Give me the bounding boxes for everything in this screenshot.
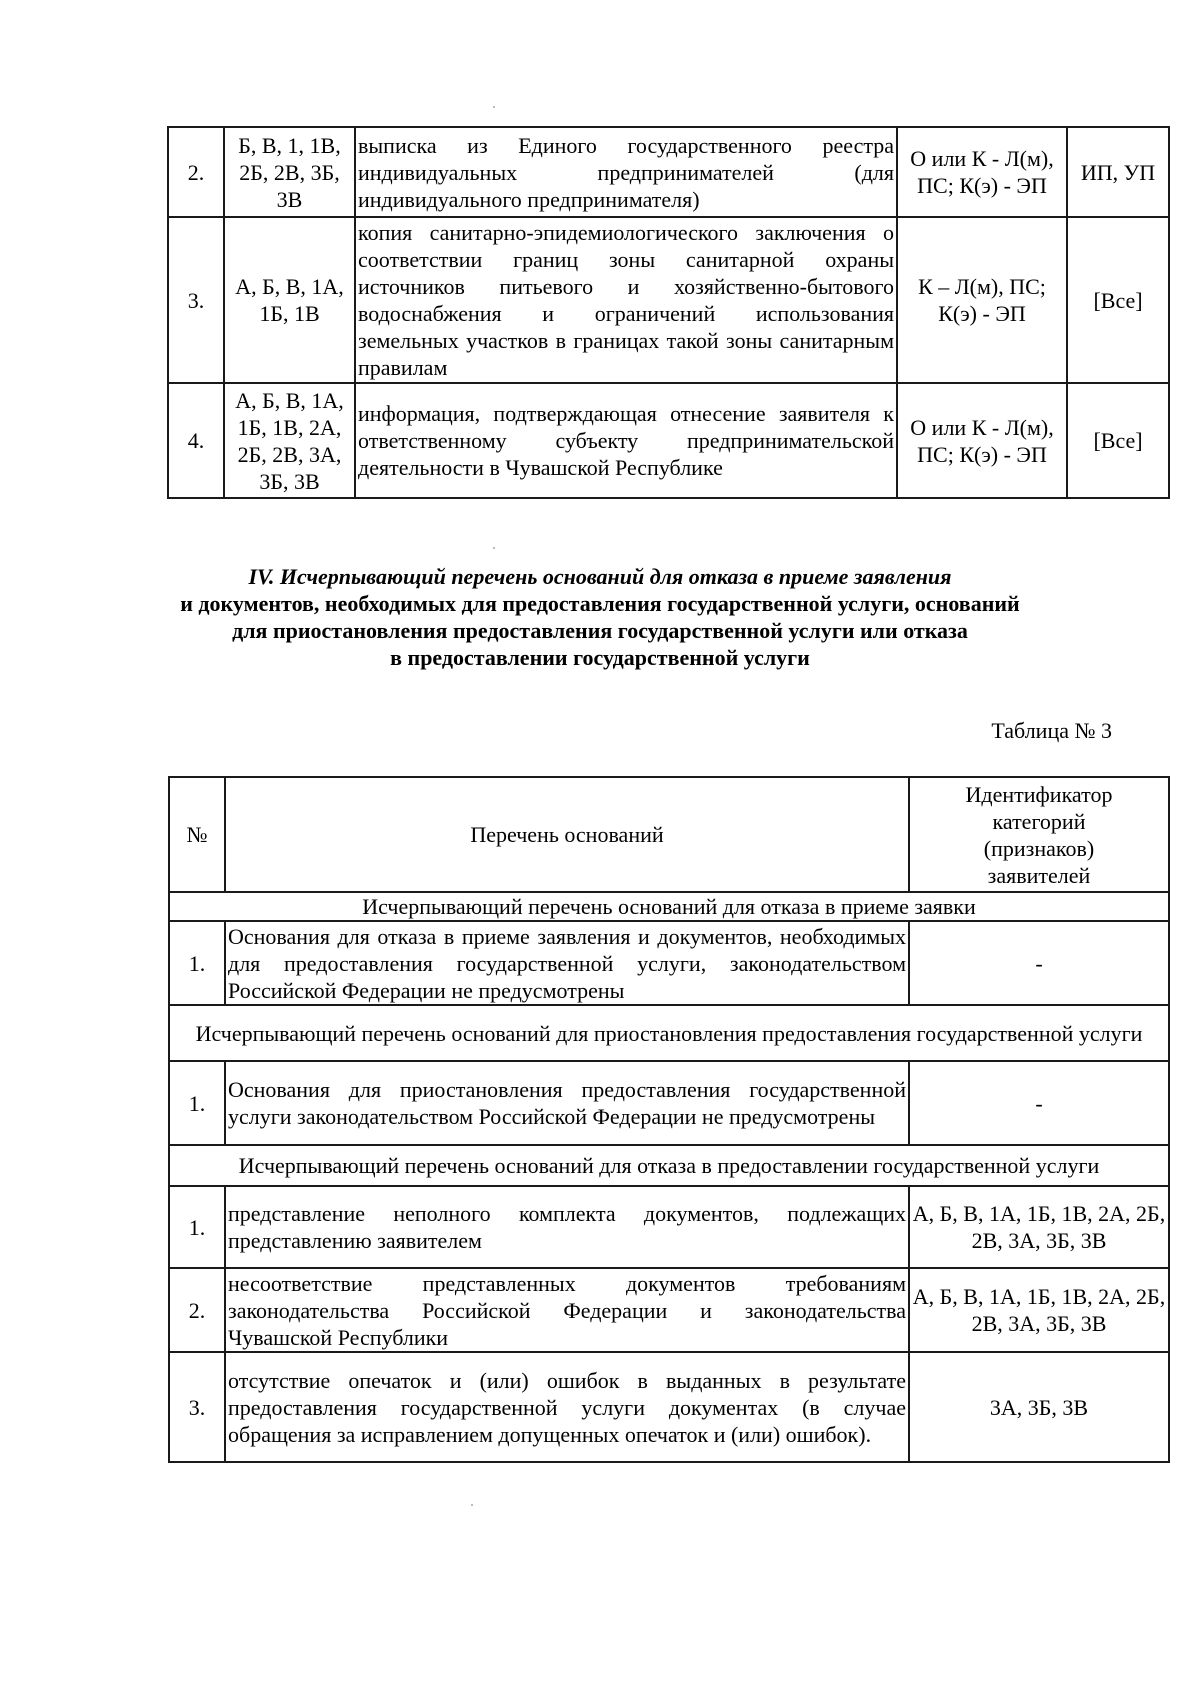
table-row (169, 921, 1169, 1005)
table-header-row (169, 777, 1169, 892)
section-heading-line: и документов, необходимых для предоставления государственной услуги, оснований (180, 591, 1020, 616)
table-caption: Таблица № 3 (991, 718, 1112, 743)
group-title-row (169, 892, 1169, 921)
applicants-cell: [Все] (1067, 217, 1169, 383)
categories-cell: А, Б, В, 1А, 1Б, 1В, 2А, 2Б, 2В, 3А, 3Б, 3В (224, 383, 355, 498)
header-number: № (169, 777, 225, 892)
categories-cell: А, Б, В, 1А, 1Б, 1В (224, 217, 355, 383)
section-heading (100, 563, 1100, 671)
scan-speck (471, 1504, 473, 1506)
grounds-cell: Основания для приостановления предоставления государственной услуги законодательством Российской Федерации не предусмотрены (225, 1061, 909, 1145)
row-number: 1. (169, 1186, 225, 1268)
applicants-cell: [Все] (1067, 383, 1169, 498)
row-number: 4. (168, 383, 224, 498)
identifier-cell: А, Б, В, 1А, 1Б, 1В, 2А, 2Б, 2В, 3А, 3Б, 3В (909, 1186, 1169, 1268)
row-number: 1. (169, 1061, 225, 1145)
document-cell: копия санитарно-эпидемиологического заключения о соответствии границ зоны санитарной охраны источников питьевого и хозяйственно-бытового водоснабжения и ограничений использования земельных участков в границах такой зоны санитарным правилам (355, 217, 897, 383)
section-heading-line: для приостановления предоставления государственной услуги или отказа (232, 618, 968, 643)
row-number: 2. (169, 1268, 225, 1352)
table-row (169, 1061, 1169, 1145)
identifier-cell: 3А, 3Б, 3В (909, 1352, 1169, 1462)
document-cell: информация, подтверждающая отнесение заявителя к ответственному субъекту предпринимательской деятельности в Чувашской Республике (355, 383, 897, 498)
scan-speck (493, 106, 495, 108)
document-cell: выписка из Единого государственного реестра индивидуальных предпринимателей (для индивидуального предпринимателя) (355, 127, 897, 217)
form-cell: О или К - Л(м), ПС; К(э) - ЭП (897, 127, 1067, 217)
row-number: 3. (169, 1352, 225, 1462)
table-row (169, 1352, 1169, 1462)
table-row (169, 1186, 1169, 1268)
categories-cell: Б, В, 1, 1В, 2Б, 2В, 3Б, 3В (224, 127, 355, 217)
group-title: Исчерпывающий перечень оснований для отказа в предоставлении государственной услуги (169, 1145, 1169, 1186)
header-identifier: Идентификатор категорий (признаков) заявителей (909, 777, 1169, 892)
grounds-cell: Основания для отказа в приеме заявления и документов, необходимых для предоставления государственной услуги, законодательством Российской Федерации не предусмотрены (225, 921, 909, 1005)
grounds-table (168, 776, 1170, 1463)
table-row (169, 1268, 1169, 1352)
group-title-row (169, 1145, 1169, 1186)
documents-table (167, 126, 1170, 499)
table-row (168, 217, 1169, 383)
group-title: Исчерпывающий перечень оснований для приостановления предоставления государственной услуги (169, 1005, 1169, 1061)
identifier-cell: А, Б, В, 1А, 1Б, 1В, 2А, 2Б, 2В, 3А, 3Б, 3В (909, 1268, 1169, 1352)
section-heading-line: в предоставлении государственной услуги (390, 645, 810, 670)
header-grounds: Перечень оснований (225, 777, 909, 892)
grounds-cell: представление неполного комплекта документов, подлежащих представлению заявителем (225, 1186, 909, 1268)
identifier-cell: - (909, 921, 1169, 1005)
table-row (168, 127, 1169, 217)
table-row (168, 383, 1169, 498)
scan-speck (493, 547, 495, 549)
row-number: 2. (168, 127, 224, 217)
applicants-cell: ИП, УП (1067, 127, 1169, 217)
row-number: 1. (169, 921, 225, 1005)
form-cell: К – Л(м), ПС; К(э) - ЭП (897, 217, 1067, 383)
grounds-cell: несоответствие представленных документов требованиям законодательства Российской Федерации и законодательства Чувашской Республики (225, 1268, 909, 1352)
section-heading-line: IV. Исчерпывающий перечень оснований для отказа в приеме заявления (248, 564, 952, 589)
group-title: Исчерпывающий перечень оснований для отказа в приеме заявки (169, 892, 1169, 921)
group-title-row (169, 1005, 1169, 1061)
form-cell: О или К - Л(м), ПС; К(э) - ЭП (897, 383, 1067, 498)
grounds-cell: отсутствие опечаток и (или) ошибок в выданных в результате предоставления государственной услуги документах (в случае обращения за исправлением допущенных опечаток и (или) ошибок). (225, 1352, 909, 1462)
identifier-cell: - (909, 1061, 1169, 1145)
row-number: 3. (168, 217, 224, 383)
